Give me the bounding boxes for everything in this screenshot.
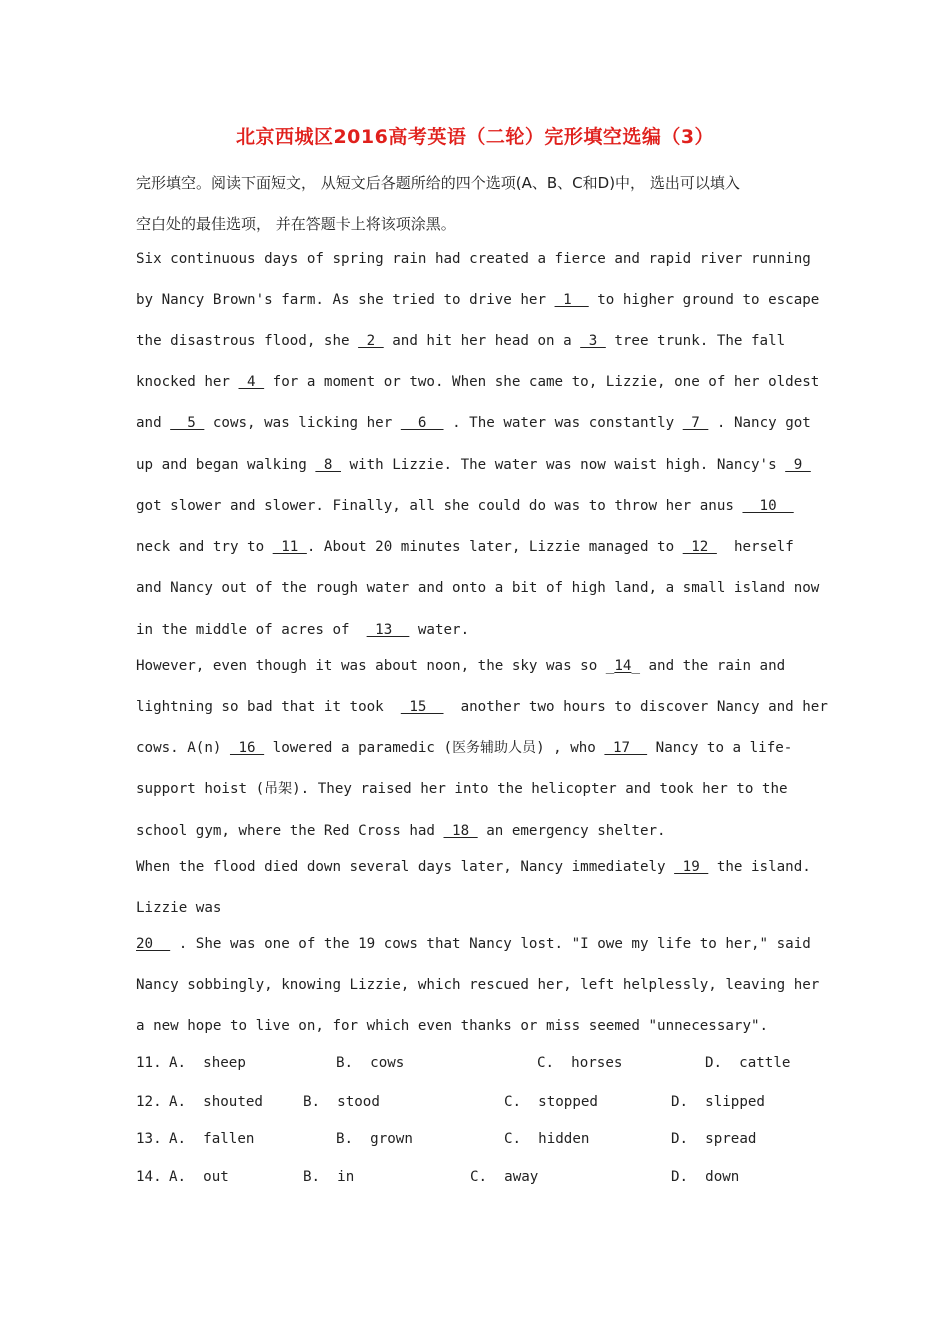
passage-line: the disastrous flood, she 2 and hit her head on a 3 tree trunk. The fall: [136, 333, 786, 349]
option-c[interactable]: C. stopped: [504, 1094, 598, 1110]
option-d[interactable]: D. cattle: [705, 1055, 791, 1071]
passage-line: a new hope to live on, for which even thanks or miss seemed "unnecessary".: [136, 1018, 769, 1034]
page-title: 北京西城区2016高考英语（二轮）完形填空选编（3）: [235, 126, 715, 148]
option-b[interactable]: B. stood: [303, 1094, 380, 1110]
passage-line: and 5 cows, was licking her 6 . The water was constantly 7 . Nancy got: [136, 415, 811, 431]
passage-line: up and began walking 8 with Lizzie. The water was now waist high. Nancy's 9: [136, 457, 811, 473]
question-number: 11.: [136, 1055, 162, 1071]
passage-line: and Nancy out of the rough water and onto a bit of high land, a small island now: [136, 580, 820, 596]
passage-line: by Nancy Brown's farm. As she tried to drive her 1 to higher ground to escape: [136, 292, 820, 308]
passage-line: However, even though it was about noon, the sky was so _14_ and the rain and: [136, 658, 786, 674]
blank-18[interactable]: 18: [443, 823, 478, 839]
blank-1[interactable]: 1: [554, 292, 589, 308]
passage-line: cows. A(n) 16 lowered a paramedic (医务辅助人员) , who 17 Nancy to a life-: [136, 740, 793, 756]
option-a[interactable]: A. fallen: [169, 1131, 255, 1147]
option-b[interactable]: B. cows: [336, 1055, 405, 1071]
blank-5[interactable]: 5: [170, 415, 205, 431]
blank-8[interactable]: 8: [315, 457, 341, 473]
option-d[interactable]: D. slipped: [671, 1094, 765, 1110]
passage-line: When the flood died down several days later, Nancy immediately 19 the island.: [136, 859, 811, 875]
passage-line: Nancy sobbingly, knowing Lizzie, which rescued her, left helplessly, leaving her: [136, 977, 820, 993]
passage-line: support hoist (吊架). They raised her into the helicopter and took her to the: [136, 781, 788, 797]
blank-15[interactable]: 15: [400, 699, 444, 715]
blank-14[interactable]: 14: [614, 658, 632, 674]
option-b[interactable]: B. in: [303, 1169, 355, 1185]
passage-line: Six continuous days of spring rain had created a fierce and rapid river running: [136, 251, 811, 267]
option-a[interactable]: A. sheep: [169, 1055, 246, 1071]
blank-10[interactable]: 10: [742, 498, 794, 514]
option-d[interactable]: D. down: [671, 1169, 740, 1185]
option-c[interactable]: C. away: [470, 1169, 539, 1185]
question-number: 14.: [136, 1169, 162, 1185]
instructions-line-2: 空白处的最佳选项， 并在答题卡上将该项涂黑。: [136, 215, 456, 233]
instructions-line-1: 完形填空。阅读下面短文， 从短文后各题所给的四个选项(A、B、C和D)中， 选出可以填入: [136, 174, 740, 192]
blank-20[interactable]: 20: [136, 936, 171, 952]
blank-12[interactable]: 12: [682, 539, 717, 555]
option-c[interactable]: C. horses: [537, 1055, 623, 1071]
passage-line: got slower and slower. Finally, all she could do was to throw her anus 10: [136, 498, 794, 514]
blank-16[interactable]: 16: [229, 740, 265, 756]
blank-11[interactable]: 11: [272, 539, 307, 555]
option-d[interactable]: D. spread: [671, 1131, 757, 1147]
blank-3[interactable]: 3: [580, 333, 606, 349]
question-number: 13.: [136, 1131, 162, 1147]
option-b[interactable]: B. grown: [336, 1131, 413, 1147]
passage-line: in the middle of acres of 13 water.: [136, 622, 470, 638]
blank-13[interactable]: 13: [366, 622, 410, 638]
option-a[interactable]: A. shouted: [169, 1094, 263, 1110]
blank-17[interactable]: 17: [604, 740, 648, 756]
question-number: 12.: [136, 1094, 162, 1110]
passage-line: lightning so bad that it took 15 another two hours to discover Nancy and her: [136, 699, 828, 715]
passage-line: neck and try to 11 . About 20 minutes later, Lizzie managed to 12 herself: [136, 539, 794, 555]
blank-9[interactable]: 9: [785, 457, 811, 473]
blank-4[interactable]: 4: [238, 374, 265, 390]
option-c[interactable]: C. hidden: [504, 1131, 590, 1147]
passage-line: knocked her 4 for a moment or two. When she came to, Lizzie, one of her oldest: [136, 374, 820, 390]
passage-line: school gym, where the Red Cross had 18 an emergency shelter.: [136, 823, 666, 839]
option-a[interactable]: A. out: [169, 1169, 229, 1185]
passage-line: Lizzie was: [136, 900, 222, 916]
blank-2[interactable]: 2: [358, 333, 384, 349]
blank-6[interactable]: 6: [400, 415, 444, 431]
blank-7[interactable]: 7: [682, 415, 709, 431]
blank-19[interactable]: 19: [674, 859, 709, 875]
passage-line: 20 . She was one of the 19 cows that Nancy lost. "I owe my life to her," said: [136, 936, 811, 952]
